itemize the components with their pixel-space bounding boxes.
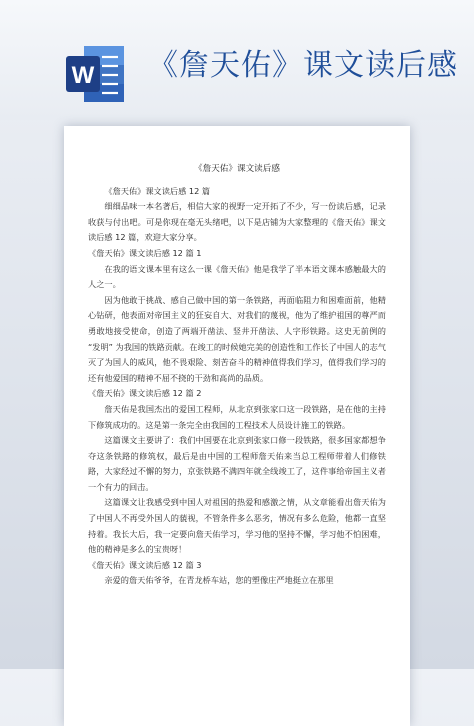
- section-heading-3: 《詹天佑》课文读后感 12 篇 3: [88, 559, 202, 570]
- document-title: 《詹天佑》课文读后感: [194, 164, 280, 174]
- word-icon-letter: W: [71, 62, 95, 89]
- document-page: [64, 126, 410, 726]
- banner-title: 《詹天佑》课文读后感: [148, 48, 458, 83]
- body-paragraph: 因为他敢于挑战、感自己做中国的第一条铁路，再面临阻力和困难面前，他精心钻研，他表面对帝国主义的狂妄自大、对我们的蔑视，他为了维护祖国的尊严而勇敢地接受使命，创造了两端开凿法、竖井开凿法、人字形铁路。这史无前例的 “发明” 为我国的铁路贡献。在竣工的时候她完美的创造性和工作长了中国人的志气灭了为国人的威风，他不畏艰险、刻苦奋斗的精神值得我们学习，值得我们学习的还有他爱国的精神不屈不挠的干劲和高尚的品质。: [88, 294, 386, 383]
- document-body: [88, 162, 386, 589]
- section-heading-2: 《詹天佑》课文读后感 12 篇 2: [88, 388, 202, 399]
- section-heading-1: 《詹天佑》课文读后感 12 篇 1: [88, 247, 202, 258]
- word-document-icon: [62, 40, 130, 108]
- body-paragraph: 亲爱的詹天佑爷爷，在青龙桥车站，您的塑像庄严地挺立在那里: [104, 575, 334, 586]
- body-paragraph: 在我的语文课本里有这么一课《詹天佑》他是我学了半本语文课本感触最大的人之一。: [88, 263, 386, 290]
- intro-paragraph: 细细品味一本名著后，相信大家的视野一定开拓了不少，写一份读后感，记录收获与付出吧。可是你现在毫无头绪吧，以下是店铺为大家整理的《詹天佑》课文读后感 12 篇，欢迎大家分享。: [88, 201, 386, 243]
- body-paragraph: 这篇课文让我感受到中国人对祖国的热爱和感激之情，从文章能看出詹天佑为了中国人不再受外国人的藐视，不管条件多么恶劣，情况有多么危险，他都一直坚持着。我长大后，我一定要向詹天佑学习，学习他的坚持不懈，学习他不怕困难，他的精神是多么的宝贵呀！: [88, 497, 386, 555]
- intro-heading: 《詹天佑》课文读后感 12 篇: [104, 185, 211, 196]
- header-banner: [0, 0, 474, 120]
- body-paragraph: 这篇课文主要讲了：我们中国要在北京到张家口修一段铁路，很多国家都想争夺这条铁路的修筑权，最后是由中国的工程师詹天佑来当总工程师带着人们修铁路，大家经过不懈的努力，京张铁路不满四年就全线竣工了，这件事给帝国主义者一个有力的回击。: [88, 435, 386, 492]
- body-paragraph: 詹天佑是我国杰出的爱国工程师，从北京到张家口这一段铁路，是在他的主持下修筑成功的。这是第一条完全由我国的工程技术人员设计施工的铁路。: [88, 403, 386, 430]
